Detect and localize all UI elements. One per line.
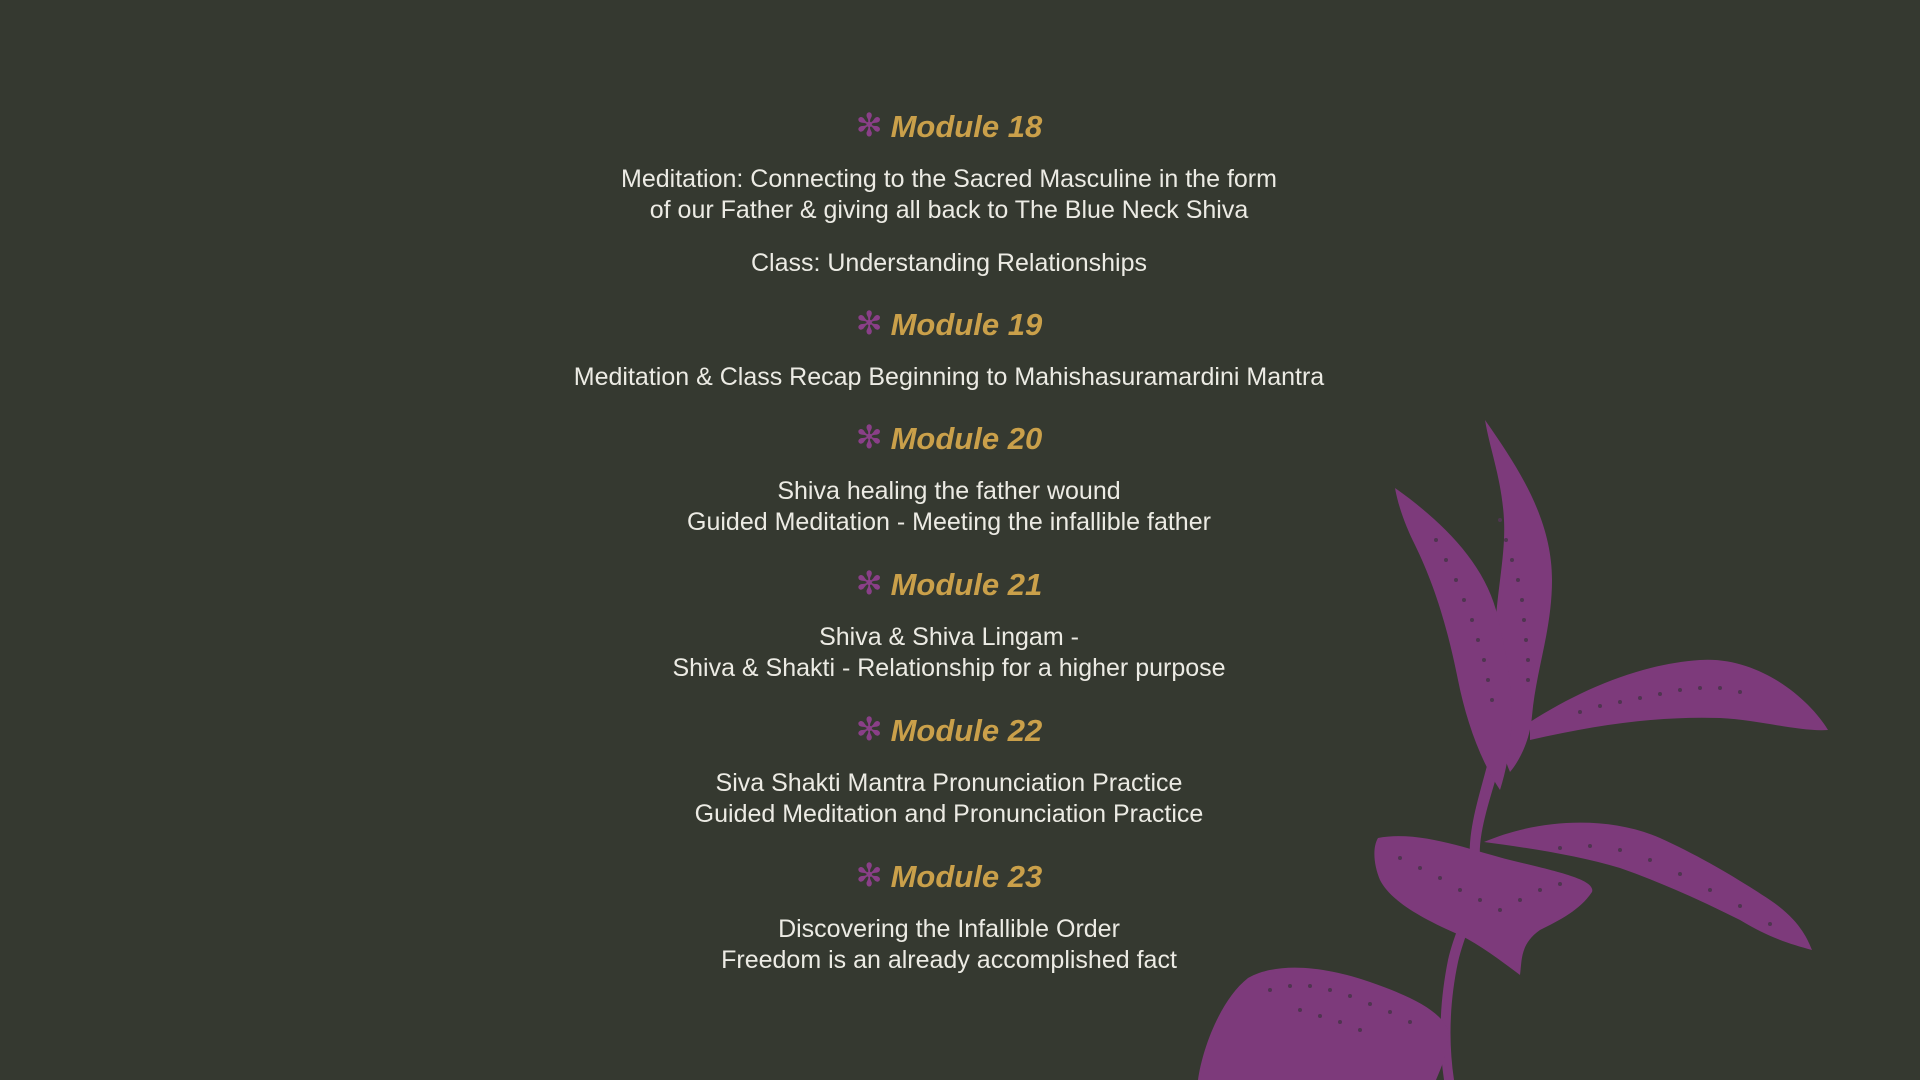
flower-asterisk-icon: ✻ — [855, 857, 883, 893]
module-heading — [0, 710, 1898, 751]
module-class-line — [0, 248, 1898, 279]
description-line: Guided Meditation and Pronunciation Practice — [694, 800, 1204, 828]
flower-asterisk-icon: ✻ — [855, 419, 883, 455]
description-line: Shiva & Shakti - Relationship for a higher purpose — [672, 654, 1226, 682]
flower-asterisk-icon: ✻ — [855, 107, 883, 143]
module-description — [0, 768, 1898, 830]
module-title: Module 21 — [890, 567, 1043, 602]
description-line: Meditation: Connecting to the Sacred Masculine in the form — [621, 165, 1277, 193]
module-title: Module 22 — [890, 713, 1043, 748]
module-description — [0, 622, 1898, 684]
description-line: Freedom is an already accomplished fact — [721, 946, 1177, 974]
flower-asterisk-icon: ✻ — [855, 305, 883, 341]
module-title: Module 23 — [890, 859, 1043, 894]
module-description — [0, 164, 1898, 226]
description-line: Shiva healing the father wound — [777, 477, 1121, 505]
description-line: of our Father & giving all back to The Blue Neck Shiva — [649, 196, 1249, 224]
description-line: Guided Meditation - Meeting the infallible father — [687, 508, 1211, 536]
module-heading — [0, 106, 1898, 147]
module-heading — [0, 304, 1898, 345]
description-line: Meditation & Class Recap Beginning to Mahishasuramardini Mantra — [573, 363, 1325, 391]
flower-asterisk-icon: ✻ — [855, 711, 883, 747]
module-heading — [0, 418, 1898, 459]
module-description — [0, 476, 1898, 538]
description-line: Shiva & Shiva Lingam - — [819, 623, 1079, 651]
description-line: Discovering the Infallible Order — [778, 915, 1120, 943]
module-description — [0, 362, 1898, 393]
class-line: Class: Understanding Relationships — [750, 249, 1148, 277]
module-heading — [0, 564, 1898, 605]
module-description — [0, 914, 1898, 976]
description-line: Siva Shakti Mantra Pronunciation Practice — [715, 769, 1183, 797]
module-title: Module 19 — [890, 307, 1043, 342]
module-heading — [0, 856, 1898, 897]
flower-asterisk-icon: ✻ — [855, 565, 883, 601]
module-title: Module 20 — [890, 421, 1043, 456]
module-title: Module 18 — [890, 109, 1043, 144]
